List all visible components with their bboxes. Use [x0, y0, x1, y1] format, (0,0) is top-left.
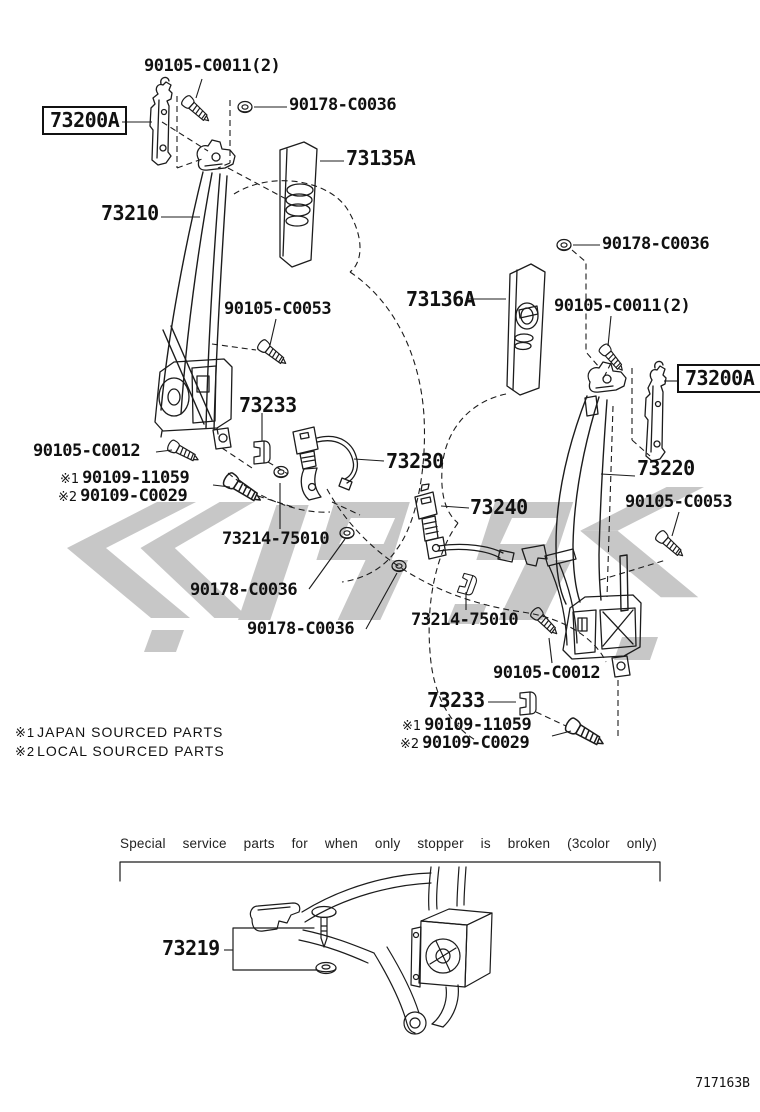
pillar-trim-73136A — [507, 264, 545, 395]
part-number: 73233 — [427, 688, 485, 712]
stopper-washer — [316, 963, 336, 974]
bottom-art — [120, 862, 660, 1034]
part-number: 73200A — [685, 366, 755, 390]
screw-icon — [180, 94, 213, 125]
part-number: 73219 — [162, 936, 220, 960]
note-ref-mark: ※1 — [15, 725, 36, 740]
screw-icon — [166, 439, 201, 465]
part-number: 90109-C0029 — [80, 486, 188, 506]
screw-icon — [256, 338, 289, 368]
nut-icon — [274, 467, 288, 478]
part-number: 90105-C0012 — [33, 441, 141, 461]
construction-lines — [162, 96, 666, 741]
part-number: 90178-C0036 — [289, 95, 397, 115]
stopper-clip-icon — [254, 441, 270, 464]
note-ref-mark: ※2 — [15, 744, 36, 759]
stopper-pin — [312, 907, 336, 948]
legend-japan-sourced — [15, 724, 223, 741]
part-number: 73230 — [386, 449, 444, 473]
note-ref-mark: ※2 — [400, 737, 420, 752]
callout-bracket-73219 — [233, 928, 316, 970]
note-ref-mark: ※2 — [58, 490, 78, 505]
pretensioner-right — [645, 361, 666, 461]
part-number: 90109-C0029 — [422, 733, 530, 753]
left-assembly-art — [150, 77, 357, 500]
special-service-note: Special service parts for when only stopper is broken (3color only) — [120, 836, 657, 851]
retractor-left — [155, 359, 232, 449]
retractor-right — [563, 595, 641, 677]
part-number: 90178-C0036 — [602, 234, 710, 254]
part-number: 73210 — [101, 201, 159, 225]
part-number: 90109-11059 — [424, 715, 532, 735]
part-number: 73240 — [470, 495, 528, 519]
part-number: 90109-11059 — [82, 468, 190, 488]
buckle-73230 — [293, 427, 357, 500]
part-number: 90178-C0036 — [190, 580, 298, 600]
note-ref-mark: ※1 — [60, 472, 80, 487]
part-number: 73233 — [239, 393, 297, 417]
screw-icon — [222, 471, 265, 506]
legend-local-sourced — [15, 743, 225, 760]
clip-icon — [457, 573, 478, 597]
legend-text: JAPAN SOURCED PARTS — [37, 724, 224, 740]
part-number: 90105-C0011(2) — [554, 296, 691, 316]
screw-icon — [654, 529, 687, 560]
part-number: 73135A — [346, 146, 416, 170]
pretensioner-left — [150, 77, 172, 165]
part-number: 73220 — [637, 456, 695, 480]
shoulder-anchor-left — [197, 140, 235, 170]
part-number: 90105-C0011(2) — [144, 56, 281, 76]
hardware-icons — [166, 94, 686, 750]
shoulder-anchor-right — [585, 362, 626, 416]
part-number: 73200A — [50, 108, 120, 132]
note-ref-mark: ※1 — [402, 719, 422, 734]
stopper-clip-icon — [520, 692, 536, 715]
pillar-trim-73135A — [280, 142, 317, 267]
nut-icon — [238, 102, 252, 113]
part-number: 73214-75010 — [222, 529, 330, 549]
seat-belt-73210 — [161, 172, 227, 430]
part-number: 90105-C0012 — [493, 663, 601, 683]
part-number: 90178-C0036 — [247, 619, 355, 639]
nut-icon — [557, 240, 571, 251]
part-number: 73214-75010 — [411, 610, 519, 630]
part-number: 90105-C0053 — [224, 299, 332, 319]
watermark — [67, 487, 704, 660]
screw-icon — [564, 717, 607, 751]
retractor-bottom — [411, 909, 492, 1027]
part-number: 90105-C0053 — [625, 492, 733, 512]
figure-code: 717163B — [695, 1076, 750, 1091]
part-number: 73136A — [406, 287, 476, 311]
legend-text: LOCAL SOURCED PARTS — [37, 743, 225, 759]
